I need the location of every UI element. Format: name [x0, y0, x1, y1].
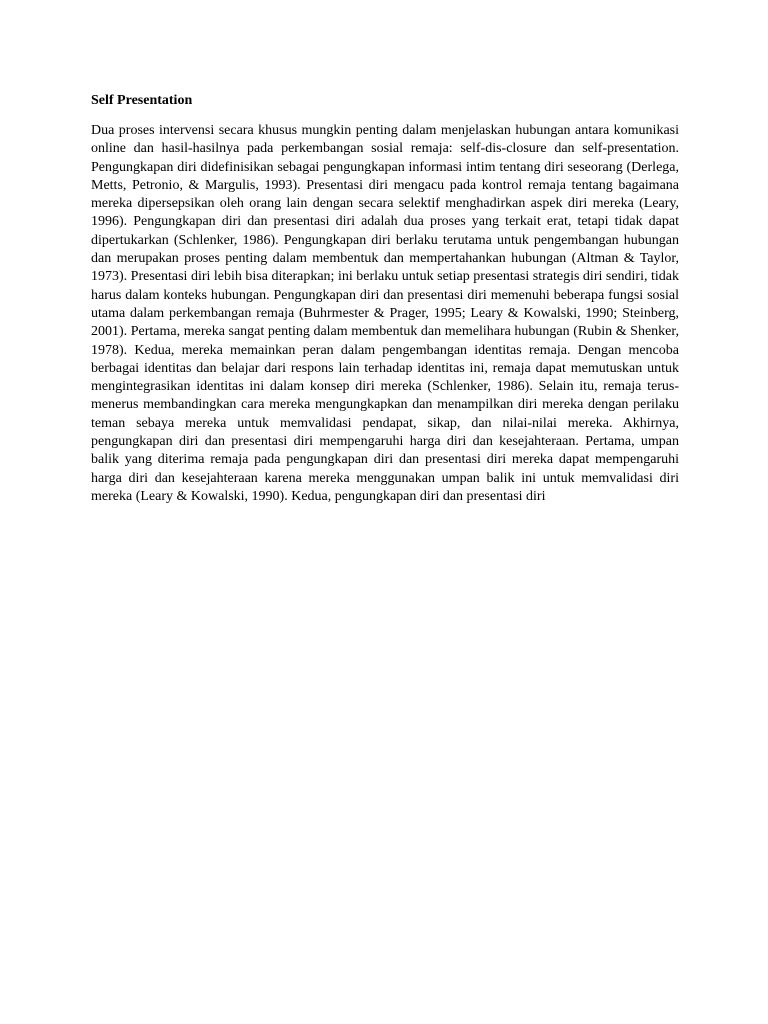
section-heading: Self Presentation	[91, 93, 193, 108]
body-paragraph: Dua proses intervensi secara khusus mungkin penting dalam menjelaskan hubungan antara komunikasi online dan hasil-hasilnya pada perkembangan sosial remaja: self-dis-closure dan self-presentation. Pengungkapan diri didefinisikan sebagai pengungkapan informasi intim tentang diri seseorang (Derlega, Metts, Petronio, & Margulis, 1993). Presentasi diri mengacu pada kontrol remaja tentang bagaimana mereka dipersepsikan oleh orang lain dengan secara selektif menghadirkan aspek diri mereka (Leary, 1996). Pengungkapan diri dan presentasi diri adalah dua proses yang terkait erat, tetapi tidak dapat dipertukarkan (Schlenker, 1986). Pengungkapan diri berlaku terutama untuk pengembangan hubungan dan merupakan proses penting dalam membentuk dan mempertahankan hubungan (Altman & Taylor, 1973). Presentasi diri lebih bisa diterapkan; ini berlaku untuk setiap presentasi strategis diri sendiri, tidak harus dalam konteks hubungan. Pengungkapan diri dan presentasi diri memenuhi beberapa fungsi sosial utama dalam perkembangan remaja (Buhrmester & Prager, 1995; Leary & Kowalski, 1990; Steinberg, 2001). Pertama, mereka sangat penting dalam membentuk dan memelihara hubungan (Rubin & Shenker, 1978). Kedua, mereka memainkan peran dalam pengembangan identitas remaja. Dengan mencoba berbagai identitas dan belajar dari respons lain terhadap identitas ini, remaja dapat memutuskan untuk mengintegrasikan identitas ini dalam konsep diri mereka (Schlenker, 1986). Selain itu, remaja terus-menerus membandingkan cara mereka mengungkapkan dan menampilkan diri mereka dengan perilaku teman sebaya mereka untuk memvalidasi pendapat, sikap, dan nilai-nilai mereka. Akhirnya, pengungkapan diri dan presentasi diri mempengaruhi harga diri dan kesejahteraan. Pertama, umpan balik yang diterima remaja pada pengungkapan diri dan presentasi diri mereka dapat mempengaruhi harga diri dan kesejahteraan karena mereka menggunakan umpan balik ini untuk memvalidasi diri mereka (Leary & Kowalski, 1990). Kedua, pengungkapan diri dan presentasi diri	[91, 123, 679, 504]
document-content	[91, 92, 679, 506]
